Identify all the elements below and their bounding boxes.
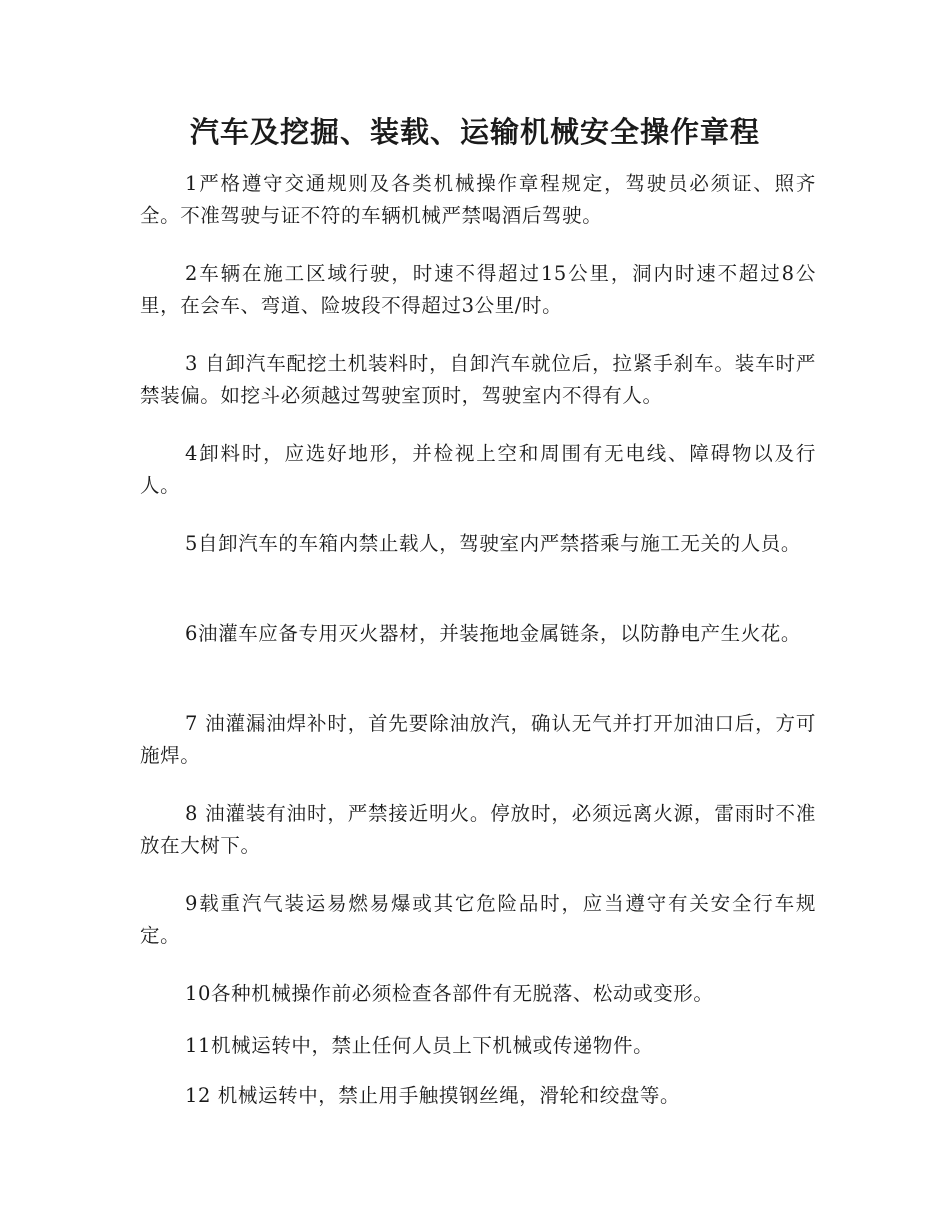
clause-2: 2车辆在施工区域行驶，时速不得超过15公里，洞内时速不超过8公里，在会车、弯道、险坡段不得超过3公里/时。 <box>140 262 816 317</box>
clause-5: 5自卸汽车的车箱内禁止载人，驾驶室内严禁搭乘与施工无关的人员。 <box>185 532 802 555</box>
clause-11: 11机械运转中，禁止任何人员上下机械或传递物件。 <box>185 1034 654 1057</box>
clause-10: 10各种机械操作前必须检查各部件有无脱落、松动或变形。 <box>185 982 714 1005</box>
clause-6: 6油灌车应备专用灭火器材，并装拖地金属链条，以防静电产生火花。 <box>185 622 802 645</box>
clause-9: 9载重汽气装运易燃易爆或其它危险品时，应当遵守有关安全行车规定。 <box>140 892 816 947</box>
clause-7: 7 油灌漏油焊补时，首先要除油放汽，确认无气并打开加油口后，方可施焊。 <box>140 712 816 767</box>
clause-3: 3 自卸汽车配挖土机装料时，自卸汽车就位后，拉紧手刹车。装车时严禁装偏。如挖斗必须越过驾驶室顶时，驾驶室内不得有人。 <box>140 352 816 407</box>
clause-1: 1严格遵守交通规则及各类机械操作章程规定，驾驶员必须证、照齐全。不准驾驶与证不符的车辆机械严禁喝酒后驾驶。 <box>140 172 816 227</box>
document-title: 汽车及挖掘、装载、运输机械安全操作章程 <box>189 115 760 149</box>
clause-12: 12 机械运转中，禁止用手触摸钢丝绳，滑轮和绞盘等。 <box>185 1084 681 1107</box>
clause-4: 4卸料时，应选好地形，并检视上空和周围有无电线、障碍物以及行人。 <box>140 442 816 497</box>
clause-8: 8 油灌装有油时，严禁接近明火。停放时，必须远离火源，雷雨时不准放在大树下。 <box>140 802 816 857</box>
